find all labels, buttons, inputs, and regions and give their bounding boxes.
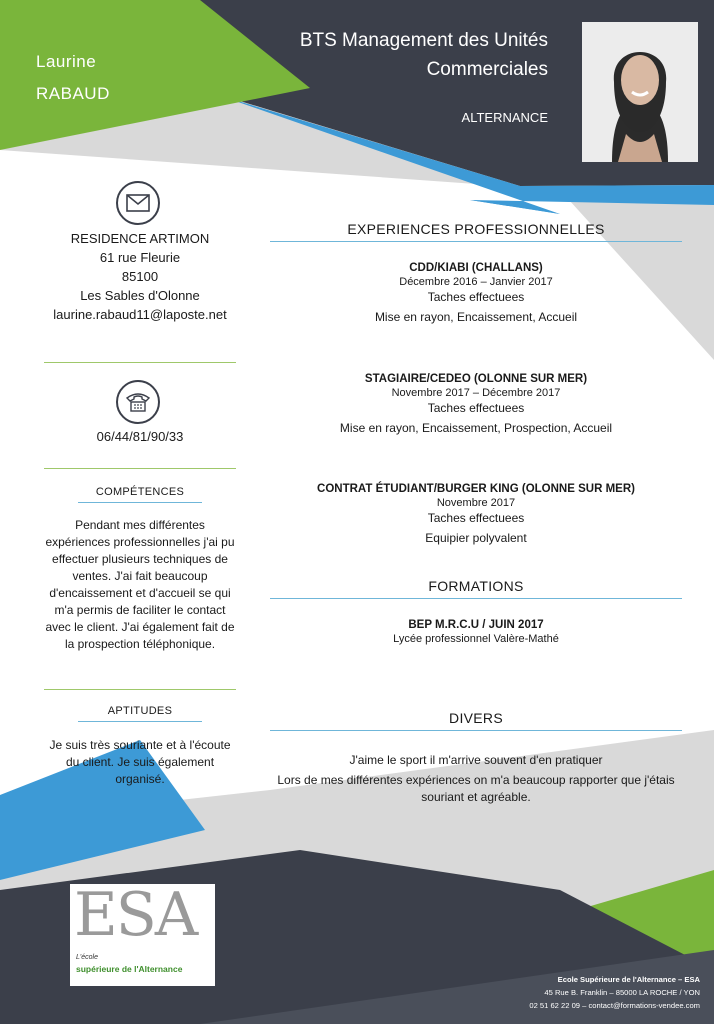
title-line-2: Commerciales	[426, 59, 548, 80]
formation-title: BEP M.R.C.U / JUIN 2017	[408, 619, 544, 631]
title-line-1: BTS Management des Unités	[299, 30, 548, 51]
telephone-icon	[125, 391, 151, 413]
job-title: STAGIAIRE/CEDEO (OLONNE SUR MER)	[364, 373, 588, 385]
phone-number: 06/44/81/90/33	[96, 429, 184, 444]
logo-letters: ESA	[74, 880, 197, 950]
footer-contact: 02 51 62 22 09 – contact@formations-vendee.com	[529, 1001, 700, 1010]
formation-school: Lycée professionnel Valère-Mathé	[393, 633, 559, 645]
envelope-icon	[126, 194, 150, 212]
first-name: Laurine	[36, 52, 97, 71]
phone-icon-circle	[116, 380, 160, 424]
address-block	[40, 229, 240, 324]
job-dates: Décembre 2016 – Janvier 2017	[399, 276, 553, 288]
divers-line-2: Lors de mes différentes expériences on m'a beaucoup rapporter que j'étais souriant et agréable.	[277, 773, 675, 804]
footer-name: Ecole Supérieure de l'Alternance – ESA	[557, 975, 700, 984]
tasks: Mise en rayon, Encaissement, Prospection, Accueil	[339, 421, 613, 435]
last-name: RABAUD	[36, 84, 110, 103]
separator	[44, 468, 236, 469]
logo-caption: supérieure de l'Alternance	[76, 964, 183, 974]
tasks: Equipier polyvalent	[425, 531, 527, 545]
street: 61 rue Fleurie	[99, 250, 181, 265]
experiences-heading: EXPERIENCES PROFESSIONNELLES	[347, 221, 605, 237]
residence: RESIDENCE ARTIMON	[70, 231, 210, 246]
footer-address: 45 Rue B. Franklin – 85000 LA ROCHE / YON	[544, 988, 700, 997]
job-dates: Novembre 2017 – Décembre 2017	[391, 387, 561, 399]
aptitudes-heading: APTITUDES	[107, 705, 173, 717]
experience-item	[270, 373, 682, 435]
esa-logo	[70, 880, 215, 986]
separator	[44, 689, 236, 690]
heading-underline	[270, 598, 682, 599]
subtitle: ALTERNANCE	[461, 110, 548, 125]
experience-item	[270, 262, 682, 324]
divers-line-1: J'aime le sport il m'arrive souvent d'en pratiquer	[349, 753, 603, 767]
tasks-label: Taches effectuees	[427, 401, 525, 415]
competences-heading: COMPÉTENCES	[95, 486, 185, 498]
formation-item	[270, 619, 682, 647]
aptitudes-text: Je suis très souriante et à l'écoute du client. Je suis également organisé.	[49, 738, 231, 786]
tasks-label: Taches effectuees	[427, 511, 525, 525]
competences-text: Pendant mes différentes expériences professionnelles j'ai pu effectuer plusieurs techniques de ventes. J'ai fait beaucoup d'encaissement et d'accueil se qui m'a permis de faciliter le contact avec le client. J'ai également fait de la prospection téléphonique.	[45, 518, 235, 651]
heading-underline	[270, 730, 682, 731]
city: Les Sables d'Olonne	[80, 288, 200, 303]
formations-heading: FORMATIONS	[428, 578, 524, 594]
cv-title	[280, 26, 548, 84]
job-dates: Novembre 2017	[436, 497, 516, 509]
heading-underline	[78, 502, 202, 503]
job-title: CONTRAT ÉTUDIANT/BURGER KING (OLONNE SUR MER)	[317, 483, 635, 495]
heading-underline	[78, 721, 202, 722]
postcode: 85100	[121, 269, 159, 284]
experience-item	[270, 483, 682, 545]
email[interactable]: laurine.rabaud11@laposte.net	[53, 307, 227, 322]
separator	[44, 362, 236, 363]
person-portrait-icon	[582, 22, 698, 162]
profile-photo	[582, 22, 698, 162]
tasks: Mise en rayon, Encaissement, Accueil	[374, 310, 578, 324]
tasks-label: Taches effectuees	[427, 290, 525, 304]
logo-caption-small: L'école	[76, 954, 98, 961]
job-title: CDD/KIABI (CHALLANS)	[409, 262, 543, 274]
heading-underline	[270, 241, 682, 242]
divers-heading: DIVERS	[449, 710, 503, 726]
mail-icon-circle	[116, 181, 160, 225]
